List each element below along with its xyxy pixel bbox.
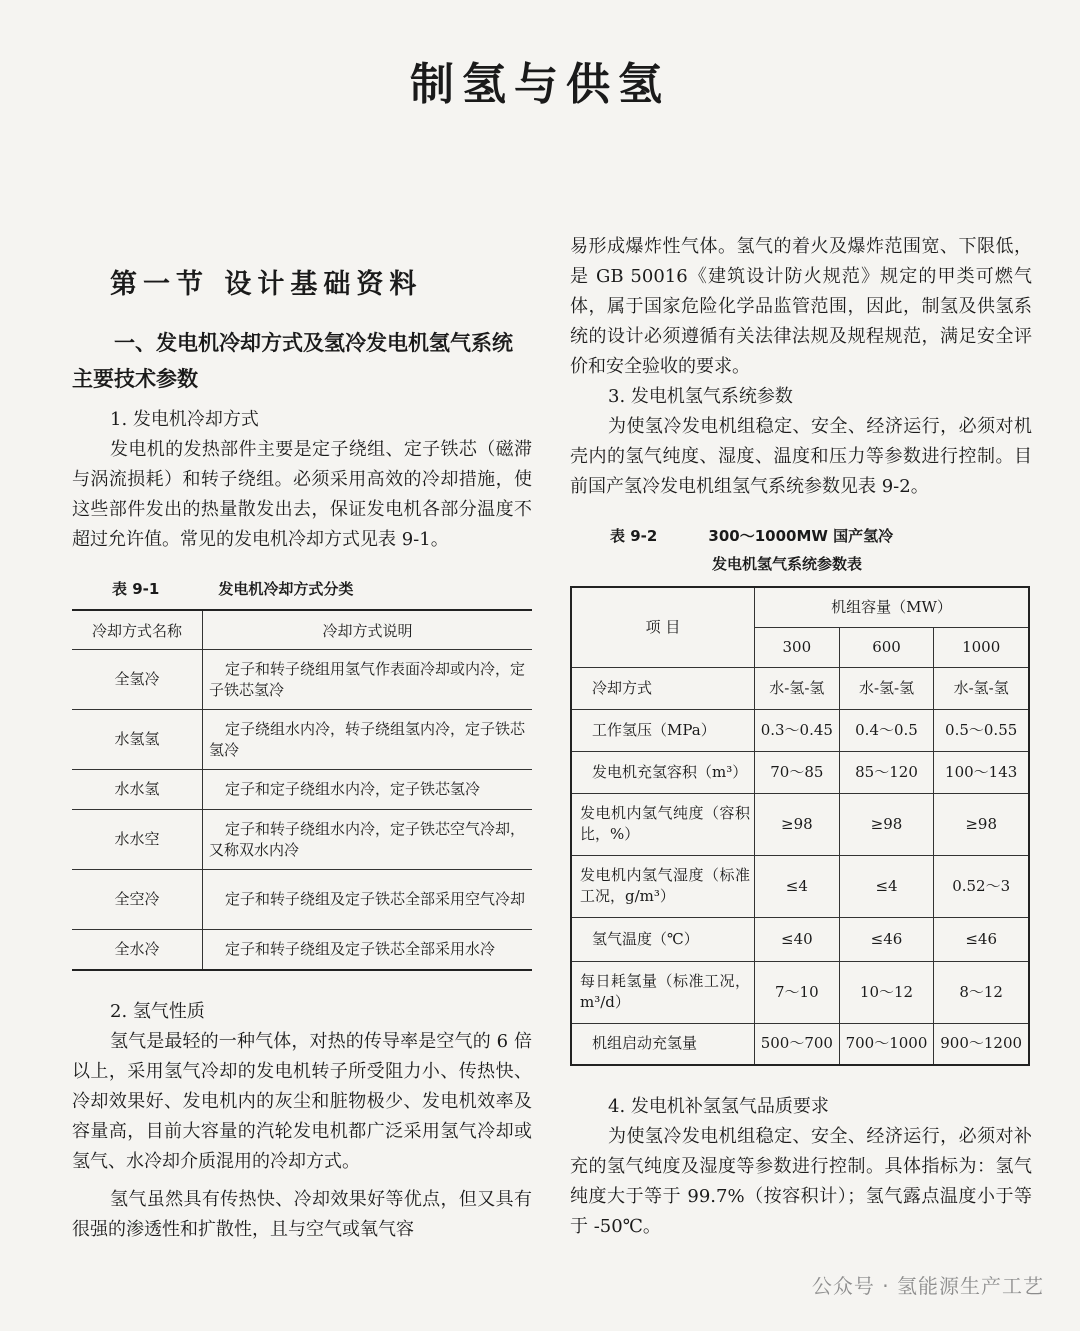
table-cell: 每日耗氢量（标准工况，m³/d） <box>571 961 755 1023</box>
table-cell: 工作氢压（MPa） <box>571 709 755 751</box>
table-cell: 水水空 <box>72 810 203 870</box>
table-header-cell: 冷却方式名称 <box>72 610 203 650</box>
table-row <box>72 810 532 870</box>
table-cell: 100～143 <box>934 751 1029 793</box>
table-cell: ≤46 <box>839 917 934 961</box>
table-cell: ≤4 <box>839 855 934 917</box>
table-cell: 冷却方式 <box>571 667 755 709</box>
table-row <box>571 709 1029 751</box>
table-cell: ≤46 <box>934 917 1029 961</box>
table-cell: 85～120 <box>839 751 934 793</box>
table-header-row <box>571 587 1029 627</box>
paragraph-hydrogen: 氢气是最轻的一种气体，对热的传导率是空气的 6 倍以上，采用氢气冷却的发电机转子所受阻力小、传热快、冷却效果好、发电机内的灰尘和脏物极少、发电机效率及容量高，目前大容量的汽轮发电机都广泛采用氢气冷却或氢气、水冷却介质混用的冷却方式。 <box>72 1030 532 1172</box>
table2-caption-title-line2: 发电机氢气系统参数表 <box>712 555 863 573</box>
table1-caption <box>72 575 532 603</box>
table-header-cell: 300 <box>755 627 840 667</box>
table-cell: 900～1200 <box>934 1023 1029 1065</box>
table-cell: 水-氢-氢 <box>839 667 934 709</box>
table-row <box>571 751 1029 793</box>
table-cell: 定子和转子绕组及定子铁芯全部采用空气冷却 <box>203 870 533 930</box>
table-row <box>571 917 1029 961</box>
paragraph-cooling: 发电机的发热部件主要是定子绕组、定子铁芯（磁滞与涡流损耗）和转子绕组。必须采用高效的冷却措施，使这些部件发出的热量散发出去，保证发电机各部分温度不超过允许值。常见的发电机冷却方式见表 9-1。 <box>72 439 532 550</box>
watermark: 公众号 · 氢能源生产工艺 <box>811 1274 1044 1298</box>
table-cell: 全水冷 <box>72 930 203 970</box>
table1-caption-num: 表 9-1 <box>112 580 160 598</box>
table-cell: 700～1000 <box>839 1023 934 1065</box>
table-cell: ≥98 <box>755 793 840 855</box>
table-header-cell: 冷却方式说明 <box>203 610 533 650</box>
table-cell: 水氢氢 <box>72 710 203 770</box>
table-row <box>571 793 1029 855</box>
table-cell: 0.4～0.5 <box>839 709 934 751</box>
table-row <box>72 870 532 930</box>
table-header-cell: 600 <box>839 627 934 667</box>
table-cell: 氢气温度（℃） <box>571 917 755 961</box>
heading-hydrogen-properties: 2. 氢气性质 <box>110 1000 205 1022</box>
paragraph-quality: 为使氢冷发电机组稳定、安全、经济运行，必须对补充的氢气纯度及湿度等参数进行控制。具体指标为：氢气纯度大于等于 99.7%（按容积计）；氢气露点温度小于等于 -50℃。 <box>570 1126 1032 1237</box>
table-cell: 定子和定子绕组水内冷，定子铁芯氢冷 <box>203 770 533 810</box>
page-title: 制氢与供氢 <box>410 59 670 110</box>
heading-hydrogen-quality: 4. 发电机补氢氢气品质要求 <box>608 1096 829 1117</box>
table-cell: 定子和转子绕组用氢气作表面冷却或内冷，定子铁芯氢冷 <box>203 650 533 710</box>
table2-caption-title: 300～1000MW 国产氢冷 <box>708 527 894 545</box>
table-cell: 发电机充氢容积（m³） <box>571 751 755 793</box>
subsection-title: 一、发电机冷却方式及氢冷发电机氢气系统主要技术参数 <box>72 331 513 391</box>
table-cell: 机组启动充氢量 <box>571 1023 755 1065</box>
table-cell: ≤40 <box>755 917 840 961</box>
table-cell: 发电机内氢气纯度（容积比，%） <box>571 793 755 855</box>
table-cell: 定子和转子绕组及定子铁芯全部采用水冷 <box>225 939 496 958</box>
table-row <box>72 930 532 970</box>
heading-cooling-method: 1. 发电机冷却方式 <box>110 409 259 430</box>
table-cell: 定子和转子绕组水内冷，定子铁芯空气冷却，又称双水内冷 <box>203 810 533 870</box>
paragraph-params: 为使氢冷发电机组稳定、安全、经济运行，必须对机壳内的氢气纯度、湿度、温度和压力等参数进行控制。目前国产氢冷发电机组氢气系统参数见表 9-2。 <box>570 416 1032 497</box>
table-cell: 8～12 <box>934 961 1029 1023</box>
table-row <box>72 710 532 770</box>
table2-caption <box>570 522 1032 550</box>
table-cell: 0.3～0.45 <box>755 709 840 751</box>
table-header-row <box>72 610 532 650</box>
table1-caption-title: 发电机冷却方式分类 <box>218 580 354 598</box>
table-row <box>571 667 1029 709</box>
section-title: 第一节 设计基础资料 <box>110 269 423 300</box>
table-cell: 全氢冷 <box>72 650 203 710</box>
paragraph-hydrogen-advantages: 氢气虽然具有传热快、冷却效果好等优点，但又具有很强的渗透性和扩散性，且与空气或氧气容 <box>72 1188 532 1240</box>
right-column <box>570 232 1032 1242</box>
table-cell: 发电机内氢气湿度（标准工况，g/m³） <box>571 855 755 917</box>
hydrogen-params-table <box>570 586 1030 1066</box>
table-cell: ≥98 <box>839 793 934 855</box>
table-row <box>571 855 1029 917</box>
table-header-cell: 1000 <box>934 627 1029 667</box>
left-column <box>72 262 532 1245</box>
table-cell: 70～85 <box>755 751 840 793</box>
table-cell: 0.52～3 <box>934 855 1029 917</box>
table-row <box>72 650 532 710</box>
table-cell: 7～10 <box>755 961 840 1023</box>
heading-system-params: 3. 发电机氢气系统参数 <box>608 386 793 407</box>
table-cell: 0.5～0.55 <box>934 709 1029 751</box>
table-row <box>72 770 532 810</box>
table-cell: 定子绕组水内冷，转子绕组氢内冷，定子铁芯氢冷 <box>203 710 533 770</box>
table-header-cell: 机组容量（MW） <box>755 587 1030 627</box>
table-row <box>571 1023 1029 1065</box>
table-cell: 水-氢-氢 <box>755 667 840 709</box>
table-cell: 10～12 <box>839 961 934 1023</box>
table-cell: 水水氢 <box>72 770 203 810</box>
table-cell: 水-氢-氢 <box>934 667 1029 709</box>
cooling-method-table <box>72 609 532 971</box>
table2-caption-num: 表 9-2 <box>610 527 658 545</box>
table-header-cell: 项 目 <box>571 587 755 667</box>
paragraph-explosive: 易形成爆炸性气体。氢气的着火及爆炸范围宽、下限低，是 GB 50016《建筑设计防火规范》规定的甲类可燃气体，属于国家危险化学品监管范围，因此，制氢及供氢系统的设计必须遵循有关法律法规及规程规范，满足安全评价和安全验收的要求。 <box>570 236 1032 377</box>
table-cell: ≤4 <box>755 855 840 917</box>
table-row <box>571 961 1029 1023</box>
table-cell: 全空冷 <box>72 870 203 930</box>
table-cell: 500～700 <box>755 1023 840 1065</box>
table-cell: ≥98 <box>934 793 1029 855</box>
